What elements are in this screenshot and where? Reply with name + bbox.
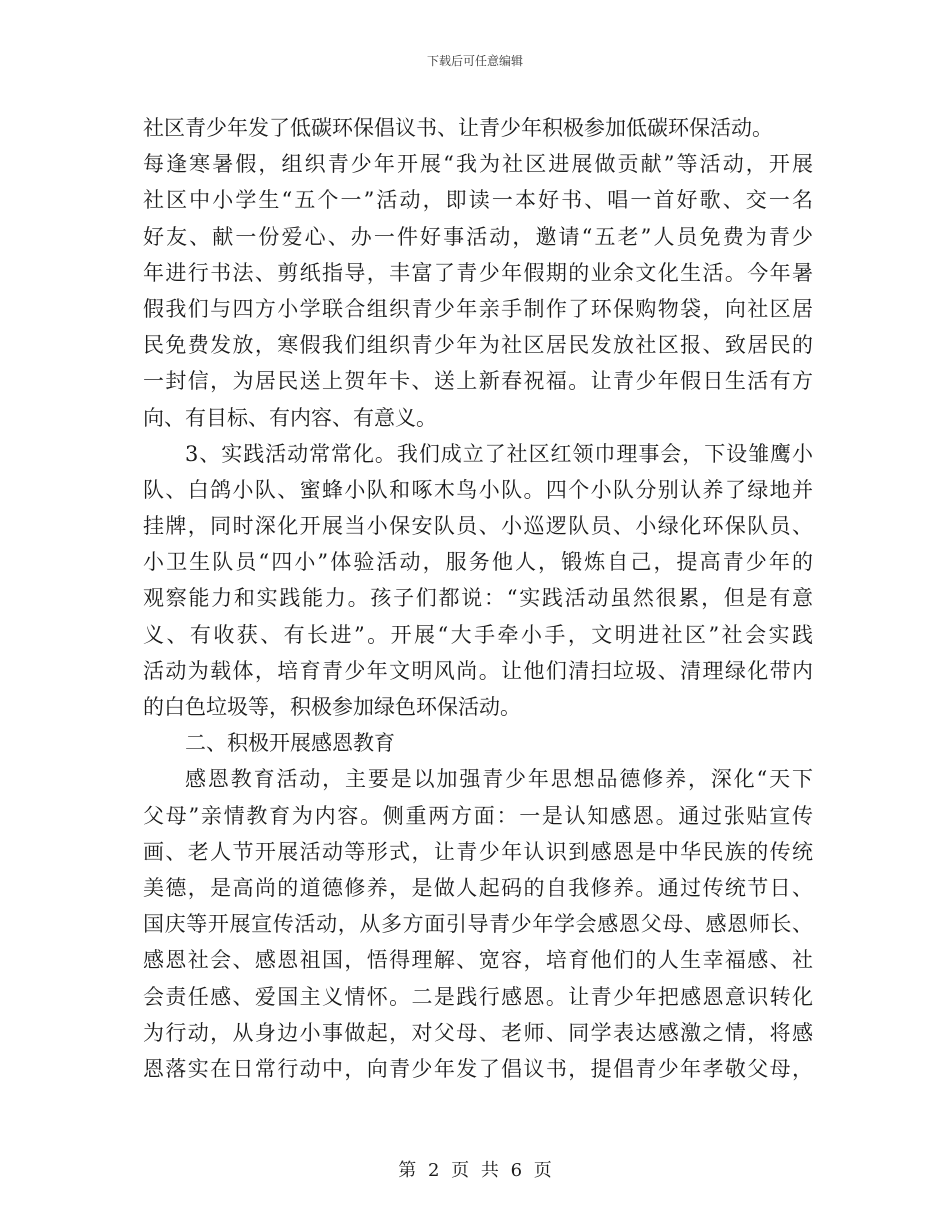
text-line: 3、实践活动常常化。我们成立了社区红领巾理事会，下设雏鹰小: [185, 441, 813, 466]
text-line: 画、老人节开展活动等形式，让青少年认识到感恩是中华民族的传统: [143, 839, 813, 864]
text-line: 挂牌，同时深化开展当小保安队员、小巡逻队员、小绿化环保队员、: [143, 514, 813, 539]
page-header: 下载后可任意编辑: [426, 54, 523, 68]
page-number-footer: 第 2 页 共 6 页: [398, 1160, 552, 1181]
text-line: 社区中小学生“五个一”活动，即读一本好书、唱一首好歌、交一名: [143, 188, 813, 213]
text-line: 的白色垃圾等，积极参加绿色环保活动。: [143, 695, 521, 719]
text-line: 义、有收获、有长进”。开展“大手牵小手，文明进社区”社会实践: [143, 622, 813, 647]
text-line: 队、白鸽小队、蜜蜂小队和啄木鸟小队。四个小队分别认养了绿地并: [143, 477, 813, 502]
text-line: 会责任感、爱国主义情怀。二是践行感恩。让青少年把感恩意识转化: [143, 984, 813, 1009]
document-body: [143, 110, 813, 1087]
text-line: 恩落实在日常行动中，向青少年发了倡议书，提倡青少年孝敬父母，: [143, 1056, 813, 1081]
text-line: 感恩社会、感恩祖国，悟得理解、宽容，培育他们的人生幸福感、社: [143, 948, 813, 973]
text-line: 假我们与四方小学联合组织青少年亲手制作了环保购物袋，向社区居: [143, 296, 813, 321]
text-line: 感恩教育活动，主要是以加强青少年思想品德修养，深化“天下: [185, 767, 813, 792]
text-line: 二、积极开展感恩教育: [185, 731, 395, 756]
text-line: 国庆等开展宣传活动，从多方面引导青少年学会感恩父母、感恩师长、: [143, 912, 813, 937]
text-line: 社区青少年发了低碳环保倡议书、让青少年积极参加低碳环保活动。: [143, 116, 773, 140]
text-line: 一封信，为居民送上贺年卡、送上新春祝福。让青少年假日生活有方: [143, 369, 813, 394]
text-line: 为行动，从身边小事做起，对父母、老师、同学表达感激之情，将感: [143, 1020, 813, 1045]
text-line: 活动为载体，培育青少年文明风尚。让他们清扫垃圾、清理绿化带内: [143, 658, 813, 683]
text-line: 美德，是高尚的道德修养，是做人起码的自我修养。通过传统节日、: [143, 875, 813, 900]
text-line: 民免费发放，寒假我们组织青少年为社区居民发放社区报、致居民的: [143, 333, 813, 358]
text-line: 父母”亲情教育为内容。侧重两方面：一是认知感恩。通过张贴宣传: [143, 803, 813, 828]
text-line: 每逢寒暑假，组织青少年开展“我为社区进展做贡献”等活动，开展: [143, 152, 813, 177]
text-line: 向、有目标、有内容、有意义。: [143, 405, 437, 430]
text-line: 小卫生队员“四小”体验活动，服务他人，锻炼自己，提高青少年的: [143, 550, 813, 575]
text-line: 年进行书法、剪纸指导，丰富了青少年假期的业余文化生活。今年暑: [143, 260, 813, 285]
text-line: 好友、献一份爱心、办一件好事活动，邀请“五老”人员免费为青少: [143, 224, 813, 249]
text-line: 观察能力和实践能力。孩子们都说：“实践活动虽然很累，但是有意: [143, 586, 813, 611]
